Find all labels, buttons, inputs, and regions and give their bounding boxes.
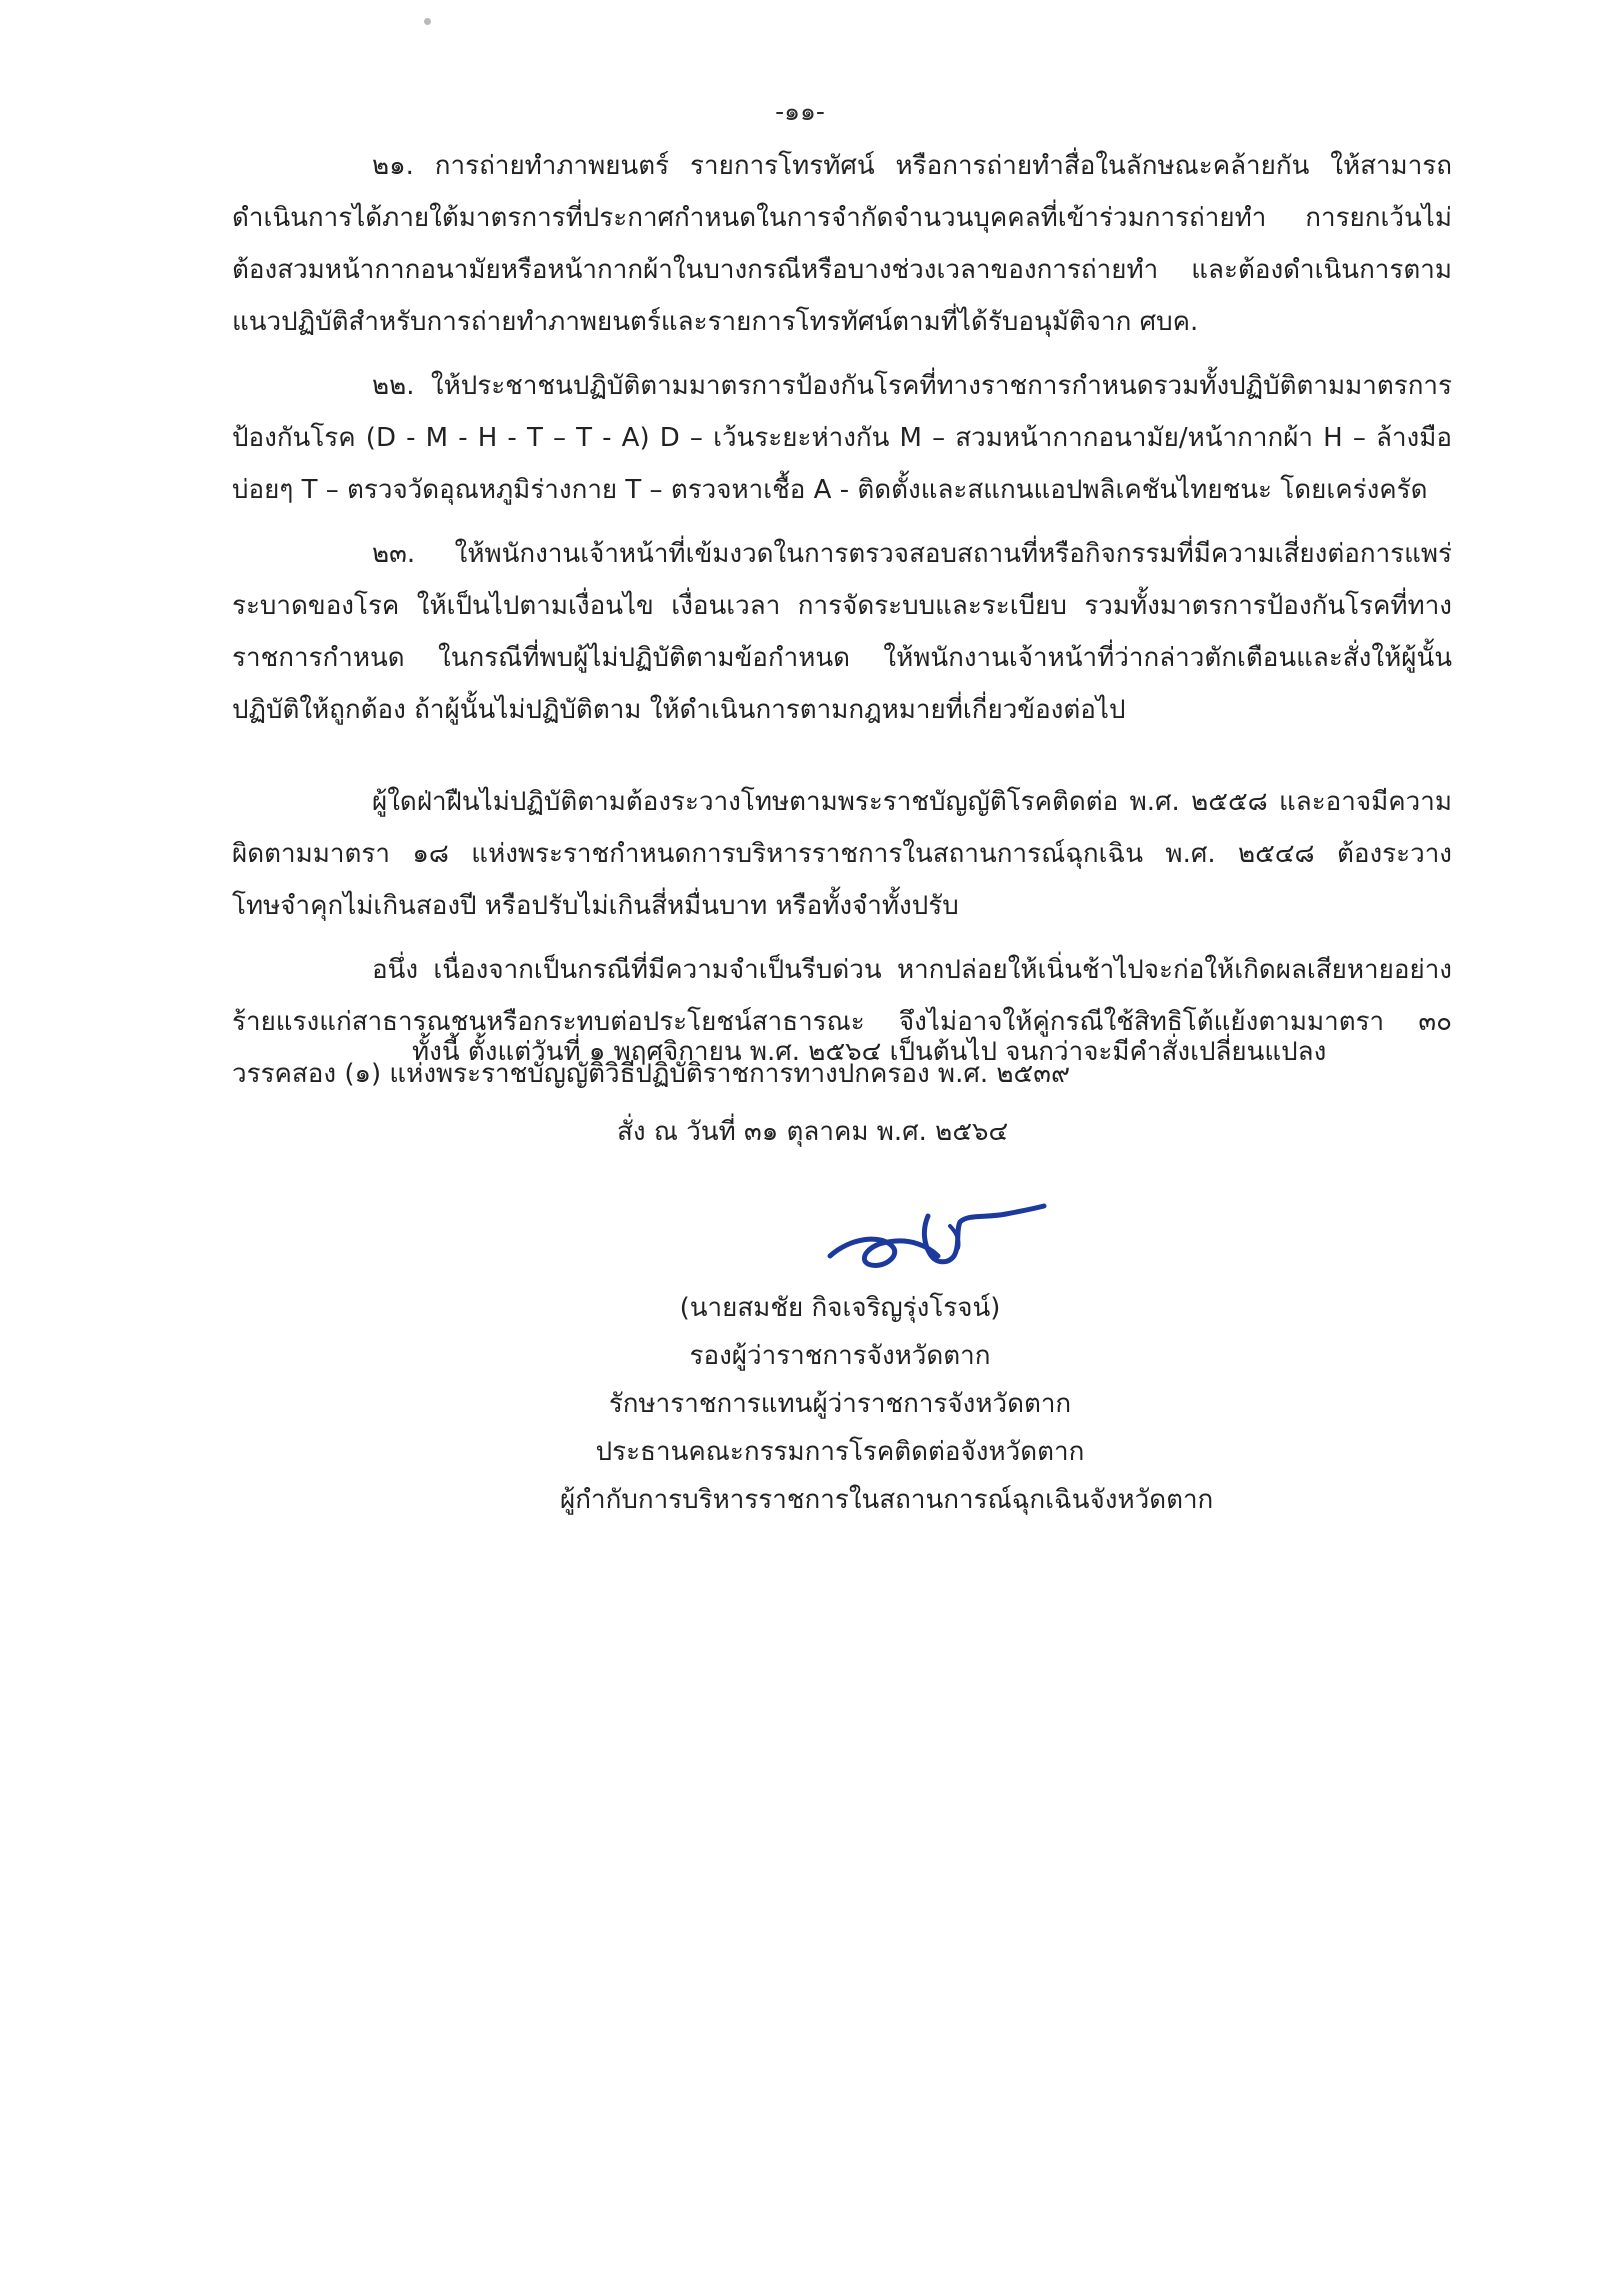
effective-date-line: ทั้งนี้ ตั้งแต่วันที่ ๑ พฤศจิกายน พ.ศ. ๒๕๖๔ เป็นต้นไป จนกว่าจะมีคำสั่งเปลี่ยนแปลง — [412, 1037, 1327, 1067]
penalty-paragraph: ผู้ใดฝ่าฝืนไม่ปฏิบัติตามต้องระวางโทษตามพระราชบัญญัติโรคติดต่อ พ.ศ. ๒๕๕๘ และอาจมีความผิดตามมาตรา ๑๘ แห่งพระราชกำหนดการบริหารราชการในสถานการณ์ฉุกเฉิน พ.ศ. ๒๕๔๘ ต้องระวางโทษจำคุกไม่เกินสองปี หรือปรับไม่เกินสี่หมื่นบาท หรือทั้งจำทั้งปรับ — [232, 787, 1452, 921]
signer-title: รองผู้ว่าราชการจังหวัดตาก — [689, 1341, 991, 1371]
urgency-paragraph: อนึ่ง เนื่องจากเป็นกรณีที่มีความจำเป็นรีบด่วน หากปล่อยให้เนิ่นช้าไปจะก่อให้เกิดผลเสียหายอย่างร้ายแรงแก่สาธารณชนหรือกระทบต่อประโยชน์สาธารณะ จึงไม่อาจให้คู่กรณีใช้สิทธิโต้แย้งตามมาตรา ๓๐ วรรคสอง (๑) แห่งพระราชบัญญัติวิธีปฏิบัติราชการทางปกครอง พ.ศ. ๒๕๓๙ — [232, 955, 1452, 1089]
signer-title: ผู้กำกับการบริหารราชการในสถานการณ์ฉุกเฉินจังหวัดตาก — [560, 1485, 1214, 1515]
scan-speck — [424, 18, 431, 25]
document-body — [232, 140, 1452, 1100]
clause-22: ๒๒. ให้ประชาชนปฏิบัติตามมาตรการป้องกันโรคที่ทางราชการกำหนดรวมทั้งปฏิบัติตามมาตรการป้องกันโรค (D - M - H - T – T - A) D – เว้นระยะห่างกัน M – สวมหน้ากากอนามัย/หน้ากากผ้า H – ล้างมือบ่อยๆ T – ตรวจวัดอุณหภูมิร่างกาย T – ตรวจหาเชื้อ A - ติดตั้งและสแกนแอปพลิเคชันไทยชนะ โดยเคร่งครัด — [232, 371, 1452, 505]
signer-name: (นายสมชัย กิจเจริญรุ่งโรจน์) — [679, 1293, 1001, 1323]
signer-block — [560, 1284, 1214, 1524]
page-number: -๑๑- — [775, 97, 825, 126]
signature-stroke — [924, 1206, 1044, 1262]
signer-title: รักษาราชการแทนผู้ว่าราชการจังหวัดตาก — [608, 1389, 1072, 1419]
signer-title: ประธานคณะกรรมการโรคติดต่อจังหวัดตาก — [595, 1437, 1085, 1467]
clause-21: ๒๑. การถ่ายทำภาพยนตร์ รายการโทรทัศน์ หรือการถ่ายทำสื่อในลักษณะคล้ายกัน ให้สามารถดำเนินการได้ภายใต้มาตรการที่ประกาศกำหนดในการจำกัดจำนวนบุคคลที่เข้าร่วมการถ่ายทำ การยกเว้นไม่ต้องสวมหน้ากากอนามัยหรือหน้ากากผ้าในบางกรณีหรือบางช่วงเวลาของการถ่ายทำ และต้องดำเนินการตามแนวปฏิบัติสำหรับการถ่ายทำภาพยนตร์และรายการโทรทัศน์ตามที่ได้รับอนุมัติจาก ศบค. — [232, 151, 1452, 337]
ordered-date-line: สั่ง ณ วันที่ ๓๑ ตุลาคม พ.ศ. ๒๕๖๔ — [617, 1117, 1009, 1147]
clause-23: ๒๓. ให้พนักงานเจ้าหน้าที่เข้มงวดในการตรวจสอบสถานที่หรือกิจกรรมที่มีความเสี่ยงต่อการแพร่ระบาดของโรค ให้เป็นไปตามเงื่อนไข เงื่อนเวลา การจัดระบบและระเบียบ รวมทั้งมาตรการป้องกันโรคที่ทางราชการกำหนด ในกรณีที่พบผู้ไม่ปฏิบัติตามข้อกำหนด ให้พนักงานเจ้าหน้าที่ว่ากล่าวตักเตือนและสั่งให้ผู้นั้นปฏิบัติให้ถูกต้อง ถ้าผู้นั้นไม่ปฏิบัติตาม ให้ดำเนินการตามกฎหมายที่เกี่ยวข้องต่อไป — [232, 539, 1452, 725]
handwritten-signature — [810, 1186, 1050, 1296]
signature-stroke — [830, 1239, 938, 1265]
